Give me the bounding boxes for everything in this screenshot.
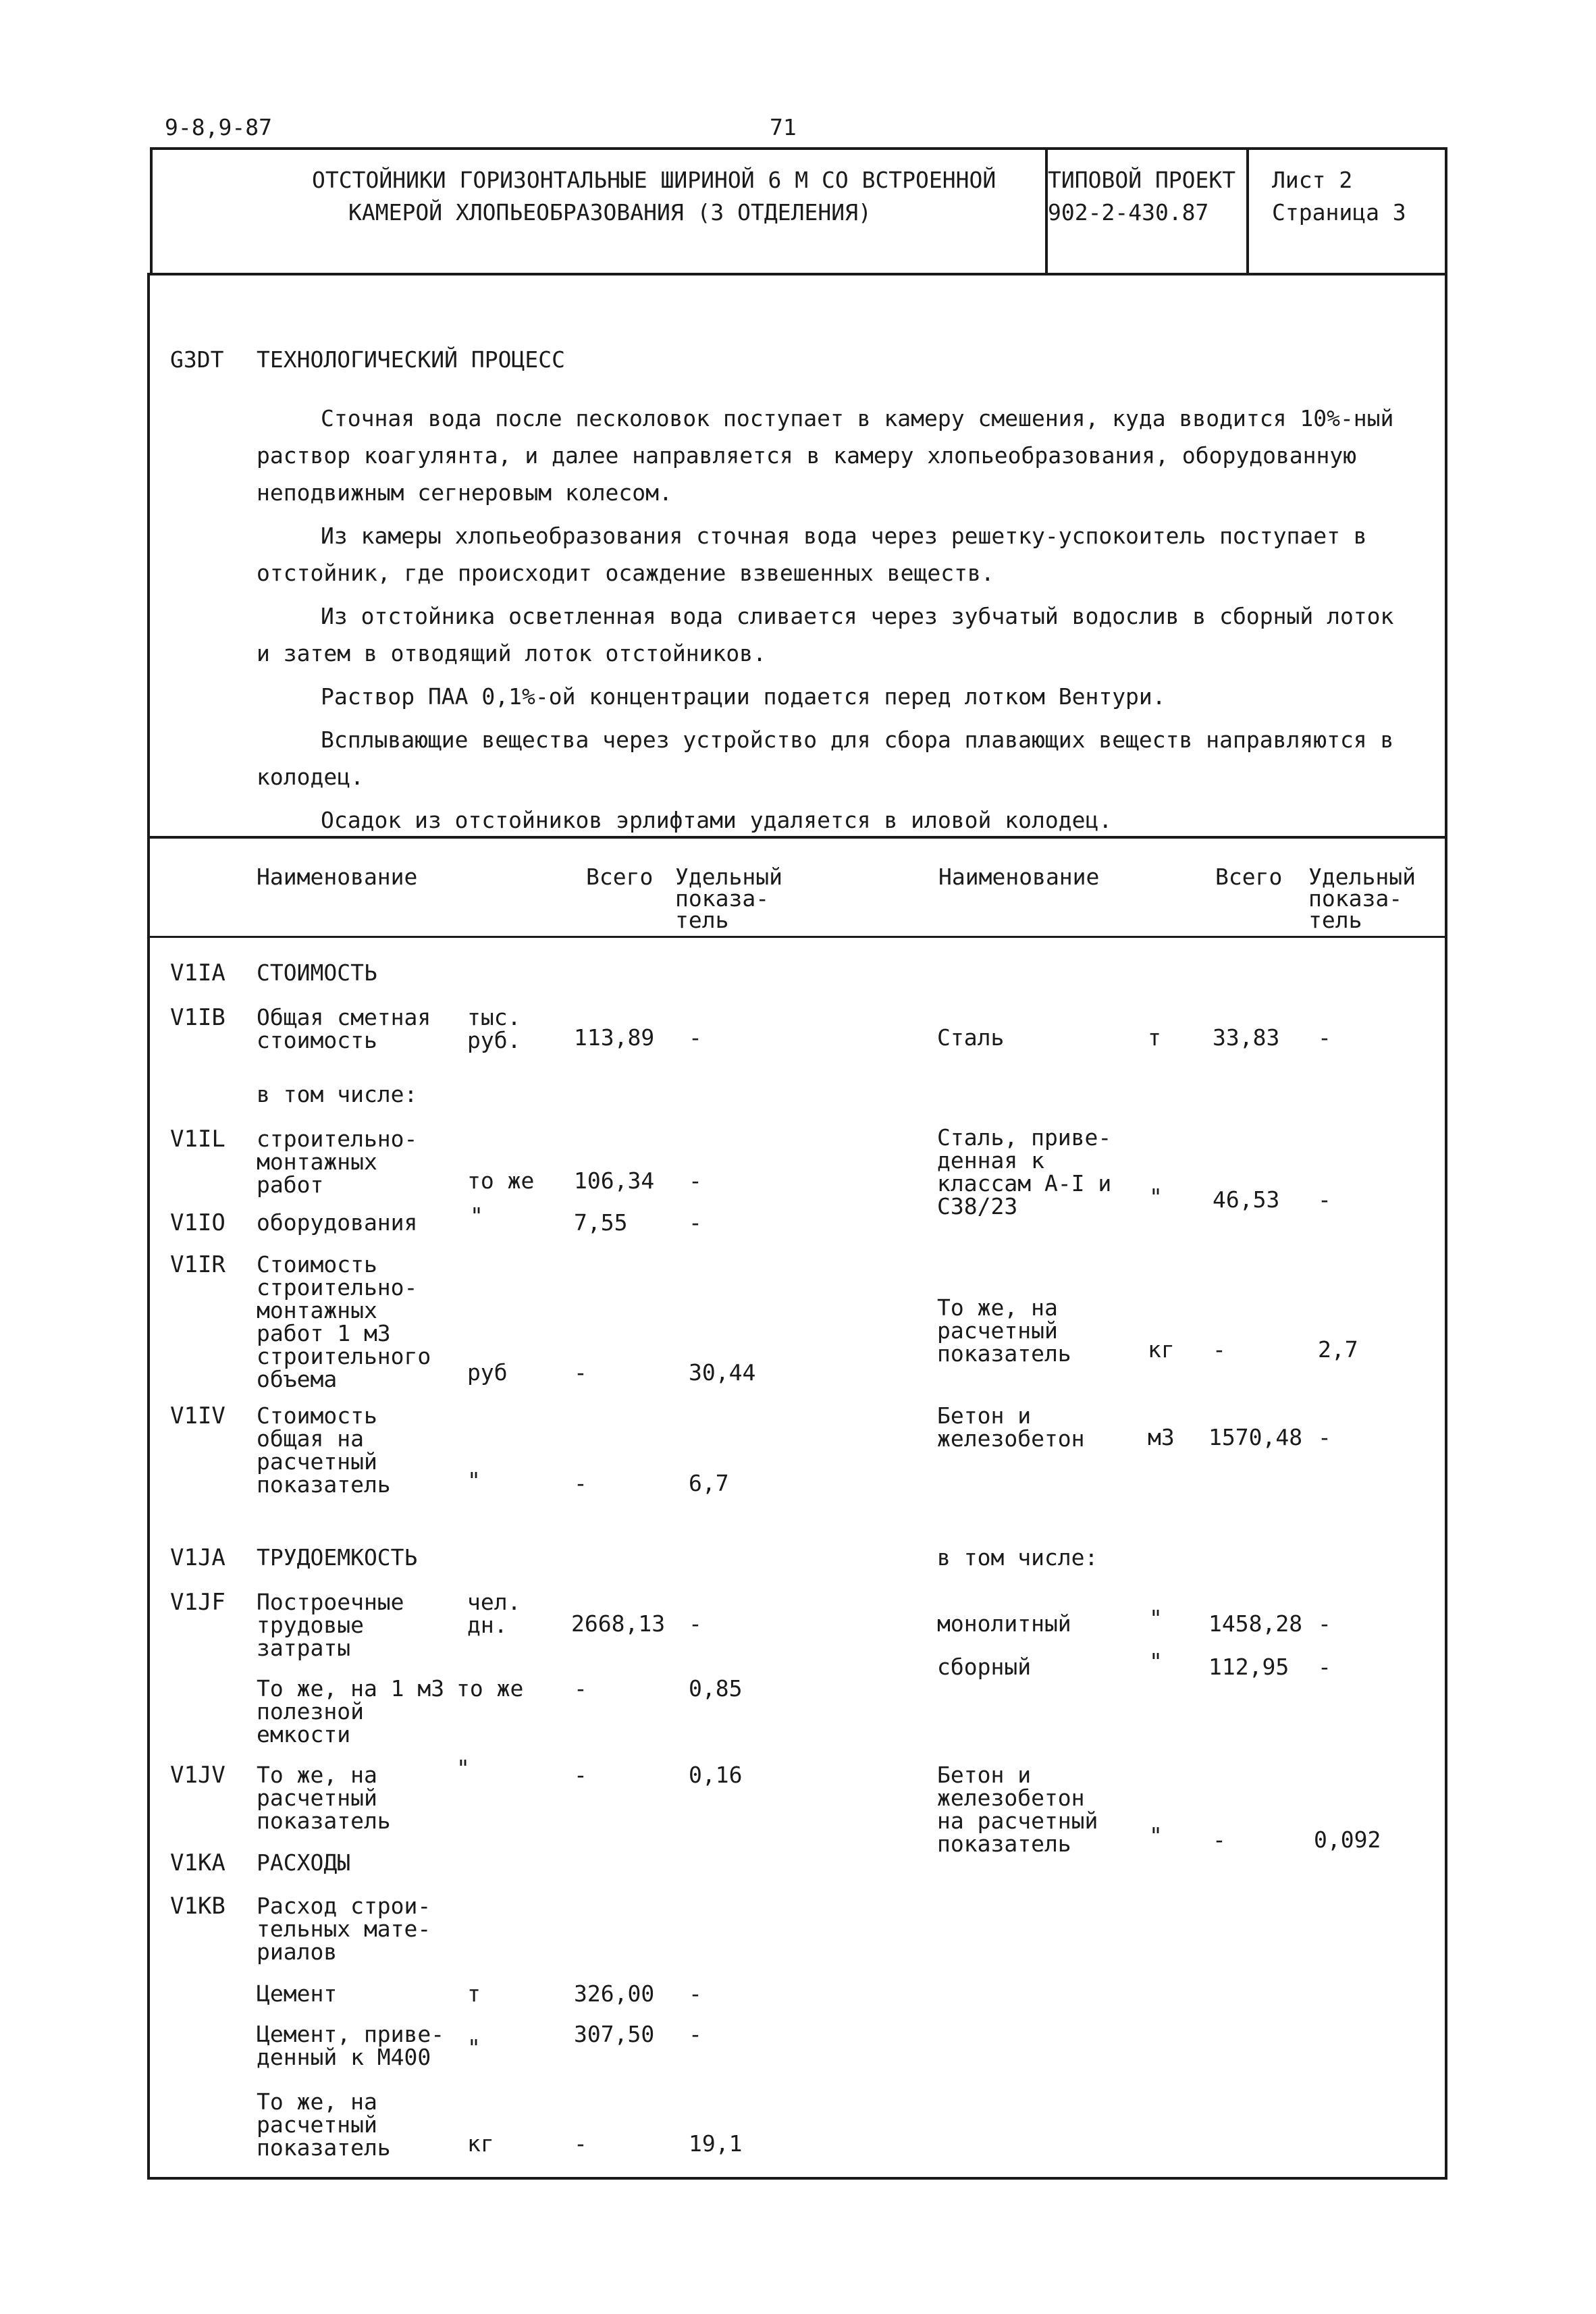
header-specific-right-1: Удельный	[1308, 864, 1416, 890]
header-specific-left-3: тель	[675, 907, 729, 933]
row-total: 113,89	[574, 1024, 655, 1051]
row-name: Цемент, приве- денный к М400	[257, 2021, 445, 2070]
process-paragraph: Сточная вода после песколовок поступает в камеру смешения, куда вводится 10%-ный раствор коагулянта, и далее направляется в камеру хлопьеобразования, оборудованную неподвижным сегнеровым колесом.	[257, 405, 1394, 506]
process-paragraph: Из отстойника осветленная вода сливается через зубчатый водослив в сборный лоток и затем в отводящий лоток отстойников.	[257, 603, 1394, 666]
row-unit: кг	[467, 2130, 494, 2157]
row-total: 112,95	[1208, 1654, 1289, 1680]
row-unit: чел. дн.	[467, 1589, 521, 1638]
row-unit: "	[467, 1467, 481, 1494]
row-name: РАСХОДЫ	[257, 1849, 351, 1876]
row-total: -	[574, 2130, 587, 2157]
row-name: Цемент	[257, 1980, 338, 2007]
row-code: V1KA	[170, 1849, 225, 1876]
row-total: -	[574, 1359, 587, 1386]
row-name: Сталь, приве- денная к классам А-I и С38/23	[937, 1124, 1112, 1219]
row-spec: 30,44	[689, 1359, 756, 1386]
row-unit: то же	[467, 1167, 535, 1194]
row-unit: "	[456, 1755, 470, 1781]
process-paragraph: Осадок из отстойников эрлифтами удаляется в иловой колодец.	[321, 807, 1113, 833]
row-spec: -	[689, 1610, 702, 1637]
row-name: То же, на 1 м3 полезной емкости	[257, 1675, 445, 1747]
row-name: в том числе:	[937, 1544, 1098, 1571]
row-code: V1JV	[170, 1762, 225, 1789]
title-line-2: КАМЕРОЙ ХЛОПЬЕОБРАЗОВАНИЯ (3 ОТДЕЛЕНИЯ)	[348, 199, 872, 226]
title-divider-2	[1246, 147, 1249, 275]
row-code: V1IO	[170, 1209, 225, 1236]
process-paragraph: Из камеры хлопьеобразования сточная вода через решетку-успокоитель поступает в отстойник, где происходит осаждение взвешенных веществ.	[257, 523, 1367, 586]
row-unit: руб	[467, 1359, 508, 1386]
row-name: То же, на расчетный показатель	[257, 2088, 391, 2161]
process-paragraph: Раствор ПАА 0,1%-ой концентрации подается перед лотком Вентури.	[321, 683, 1166, 710]
row-code: V1IB	[170, 1004, 225, 1031]
row-name: Бетон и железобетон на расчетный показатель	[937, 1762, 1098, 1857]
row-total: -	[574, 1762, 587, 1788]
sheet-label: Лист 2	[1272, 167, 1353, 193]
header-specific-right-3: тель	[1308, 907, 1362, 933]
document-code: 9-8,9-87	[165, 114, 272, 140]
header-total-right: Всего	[1215, 864, 1283, 890]
title-line-1: ОТСТОЙНИКИ ГОРИЗОНТАЛЬНЫЕ ШИРИНОЙ 6 М СО ВСТРОЕННОЙ	[312, 167, 996, 193]
row-name: строительно- монтажных работ	[257, 1126, 418, 1198]
row-unit: кг	[1148, 1336, 1175, 1363]
row-name: Стоимость строительно- монтажных работ 1 м3 строительного объема	[257, 1251, 431, 1392]
row-total: 1570,48	[1208, 1424, 1303, 1450]
row-name: Бетон и железобетон	[937, 1402, 1085, 1452]
row-total: 46,53	[1213, 1186, 1280, 1213]
row-total: 106,34	[574, 1167, 655, 1194]
page-number: 71	[770, 114, 797, 140]
row-spec: 6,7	[689, 1470, 729, 1496]
process-code: G3DT	[170, 346, 224, 373]
row-code: V1IR	[170, 1251, 225, 1278]
row-unit: "	[1149, 1648, 1163, 1675]
row-name: То же, на расчетный показатель	[257, 1762, 391, 1834]
row-code: V1IA	[170, 959, 225, 987]
row-name: Общая сметная стоимость	[257, 1004, 431, 1053]
process-paragraph: Всплывающие вещества через устройство для сбора плавающих веществ направляются в колодец.	[257, 727, 1394, 790]
row-spec: -	[1318, 1024, 1331, 1051]
row-unit: "	[1149, 1822, 1163, 1849]
row-spec: -	[689, 1024, 702, 1051]
row-total: 307,50	[574, 2021, 655, 2047]
header-total-left: Всего	[586, 864, 654, 890]
row-name: монолитный	[937, 1610, 1071, 1637]
row-total: -	[1213, 1336, 1226, 1363]
row-spec: -	[689, 1980, 702, 2007]
row-unit: "	[1149, 1605, 1163, 1631]
row-total: -	[1213, 1826, 1226, 1853]
row-unit: "	[1149, 1184, 1163, 1210]
row-unit: "	[470, 1203, 483, 1229]
row-code: V1KB	[170, 1893, 225, 1920]
row-total: 2668,13	[571, 1610, 666, 1637]
row-total: 7,55	[574, 1209, 628, 1236]
row-spec: -	[1318, 1424, 1331, 1450]
row-spec: -	[689, 1167, 702, 1194]
row-name: Построечные трудовые затраты	[257, 1589, 404, 1661]
row-total: -	[574, 1675, 587, 1702]
project-label: ТИПОВОЙ ПРОЕКТ	[1048, 167, 1236, 193]
header-name-left: Наименование	[257, 864, 418, 890]
row-unit: м3	[1148, 1424, 1175, 1450]
header-specific-left-1: Удельный	[675, 864, 782, 890]
header-specific-left-2: показа-	[675, 885, 770, 912]
row-name: Расход строи- тельных мате- риалов	[257, 1893, 431, 1965]
row-spec: 0,85	[689, 1675, 743, 1702]
row-spec: -	[689, 2021, 702, 2047]
table-header-divider	[147, 936, 1447, 938]
row-unit: т	[467, 1980, 481, 2007]
row-name: сборный	[937, 1654, 1032, 1680]
row-name: СТОИМОСТЬ	[257, 959, 377, 986]
process-text	[257, 400, 1404, 845]
header-name-right: Наименование	[938, 864, 1100, 890]
row-spec: -	[1318, 1654, 1331, 1680]
row-spec: -	[1318, 1610, 1331, 1637]
row-total: 326,00	[574, 1980, 655, 2007]
row-spec: 2,7	[1318, 1336, 1358, 1363]
row-spec: -	[1318, 1186, 1331, 1213]
row-unit: то же	[456, 1675, 524, 1702]
row-unit: т	[1148, 1024, 1161, 1051]
row-code: V1IV	[170, 1402, 225, 1429]
row-total: 33,83	[1213, 1024, 1280, 1051]
row-name: Стоимость общая на расчетный показатель	[257, 1402, 391, 1498]
row-code: V1JF	[170, 1589, 225, 1616]
page-label: Страница 3	[1272, 199, 1406, 226]
row-code: V1IL	[170, 1126, 225, 1153]
row-spec: 0,092	[1314, 1826, 1381, 1853]
project-number: 902-2-430.87	[1048, 199, 1209, 226]
row-name: ТРУДОЕМКОСТЬ	[257, 1544, 418, 1571]
process-heading: ТЕХНОЛОГИЧЕСКИЙ ПРОЦЕСС	[257, 346, 565, 373]
row-spec: 19,1	[689, 2130, 743, 2157]
row-name: Сталь	[937, 1024, 1005, 1051]
row-code: V1JA	[170, 1544, 225, 1571]
row-unit: "	[467, 2034, 481, 2061]
header-specific-right-2: показа-	[1308, 885, 1403, 912]
row-total: 1458,28	[1208, 1610, 1303, 1637]
row-name: оборудования	[257, 1209, 418, 1236]
row-name: То же, на расчетный показатель	[937, 1294, 1071, 1367]
row-name: в том числе:	[257, 1081, 418, 1107]
row-unit: тыс. руб.	[467, 1004, 521, 1053]
row-spec: 0,16	[689, 1762, 743, 1788]
row-total: -	[574, 1470, 587, 1496]
row-spec: -	[689, 1209, 702, 1236]
